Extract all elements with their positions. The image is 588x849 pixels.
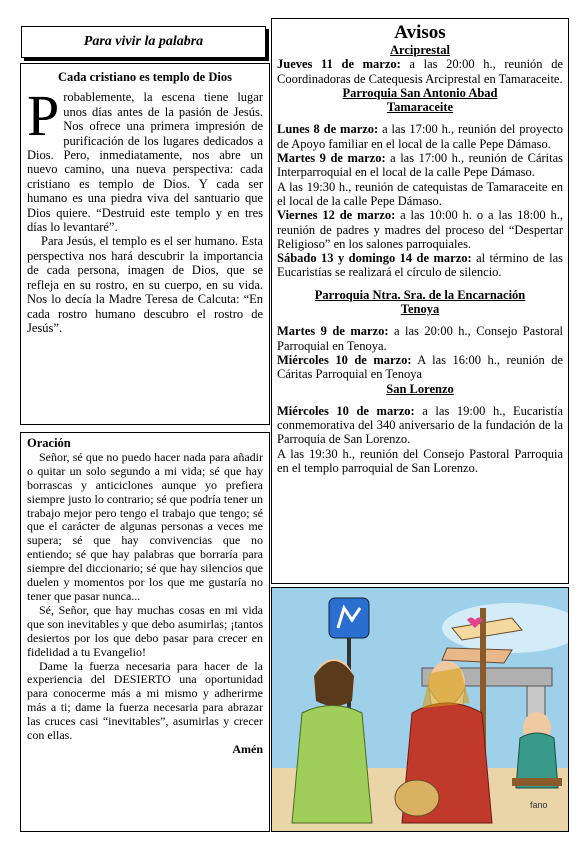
notice-text: al término de las Eucaristías se realizará el círculo de silencio. bbox=[277, 251, 563, 280]
notice-text: a las 19:00 h., Eucaristía conmemorativa del 340 aniversario de la fundación de la Parroquia de San Lorenzo. bbox=[277, 403, 563, 447]
notice-date: Martes 9 de marzo: bbox=[277, 151, 386, 166]
notice-text: A las 16:00 h., reunión de Cáritas Parroquial en Tenoya bbox=[277, 352, 563, 382]
notice-item: A las 19:30 h., reunión de catequistas de Tamaraceite en el local de la calle Pepe Dámaso. bbox=[277, 179, 563, 208]
notice-item: A las 19:30 h., reunión del Consejo Pastoral Parroquia en el templo parroquial de San Lorenzo. bbox=[277, 446, 563, 476]
notice-date: Viernes 12 de marzo: bbox=[277, 208, 396, 223]
notices-section-arciprestal: Arciprestal bbox=[390, 43, 450, 57]
notices-section-encarnacion: Parroquia Ntra. Sra. de la Encarnación bbox=[314, 287, 526, 302]
notice-text: a las 20:00 h., reunión de Coordinadoras de Catequesis Arciprestal en Tamaraceite. bbox=[277, 57, 563, 86]
notice-date: Sábado 13 y domingo 14 de marzo: bbox=[277, 251, 472, 266]
notice-item bbox=[277, 404, 563, 447]
section-title-text: Para vivir la palabra bbox=[83, 34, 204, 49]
notice-item bbox=[277, 251, 563, 280]
notices-section-tamaraceite: Tamaraceite bbox=[386, 100, 454, 115]
notice-item bbox=[277, 151, 563, 180]
notices-section-san-antonio: Parroquia San Antonio Abad bbox=[342, 85, 498, 100]
illustration-signature: fano bbox=[530, 800, 548, 810]
prayer-paragraph-3: Dame la fuerza necesaria para hacer de la experiencia del DESIERTO una oportunidad para conocerme más a mi mismo y adherirme más a ti; dame la fuerza necesaria para abrazar las cruces casi “inevitables”, asumirlas y crecer con ellas. bbox=[27, 658, 263, 743]
article-paragraph-1 bbox=[27, 83, 263, 235]
prayer-paragraph-2: Sé, Señor, que hay muchas cosas en mi vida que son inevitables y que debo asumirlas; ¡tantos desiertos por los que debo pasar para crecer en fidelidad a tu Evangelio! bbox=[27, 602, 263, 659]
notice-item bbox=[277, 208, 563, 251]
section-title bbox=[21, 26, 266, 58]
notice-date: Miércoles 10 de marzo: bbox=[277, 403, 415, 418]
notice-text: a las 20:00 h., Consejo Pastoral Parroquial en Tenoya. bbox=[277, 324, 563, 353]
illustration-svg bbox=[272, 588, 569, 832]
notice-date: Martes 9 de marzo: bbox=[277, 324, 389, 339]
notice-text: a las 17:00 h., reunión de Cáritas Interparroquial en el local de la calle Pepe Dámaso. bbox=[277, 151, 564, 180]
notice-text: a las 17:00 h., reunión del proyecto de Apoyo familiar en el local de la calle Pepe Dámaso. bbox=[277, 122, 564, 151]
notice-item bbox=[277, 324, 563, 353]
article-p1-text: robablemente, la escena tiene lugar unos días antes de la pasión de Jesús. Nos ofrece una primera impresión de purificación de los lugares dedicados a Dios. Pero, inmediatamente, nos abre un nuevo camino, una nueva perspectiva: cada cristiano es templo de Dios. Y cada ser humano es una piedra viva del santuario que Dios quiere. “Destruid este templo y en tres días lo levantaré”. bbox=[27, 90, 263, 235]
notice-date: Lunes 8 de marzo: bbox=[277, 122, 379, 137]
prayer-title: Oración bbox=[27, 436, 71, 450]
article-box bbox=[20, 63, 270, 425]
notice-date: Jueves 11 de marzo: bbox=[277, 57, 401, 72]
prayer-box bbox=[20, 432, 270, 832]
notice-date: Miércoles 10 de marzo: bbox=[277, 352, 412, 367]
notice-item bbox=[277, 57, 563, 86]
illustration-jesus-temple bbox=[271, 587, 569, 832]
prayer-amen: Amén bbox=[232, 741, 263, 756]
drop-cap: P bbox=[27, 83, 60, 149]
article-title: Cada cristiano es templo de Dios bbox=[58, 70, 232, 84]
article-paragraph-2: Para Jesús, el templo es el ser humano. Esta perspectiva nos hará descubrir la importancia de cada persona, imagen de Dios, que se refleja en su rostro, en su cuerpo, en su vida. Nos lo decía la Madre Teresa de Calcuta: “En cada rostro humano descubro el rostro de Jesús”. bbox=[27, 234, 263, 335]
notices-section-san-lorenzo: San Lorenzo bbox=[386, 381, 454, 396]
notices-section-tenoya: Tenoya bbox=[400, 302, 440, 317]
notice-item bbox=[277, 122, 563, 151]
notices-title: Avisos bbox=[394, 22, 446, 43]
notices-box bbox=[271, 18, 569, 584]
notice-item bbox=[277, 353, 563, 382]
notice-text: a las 10:00 h. o a las 18:00 h., reunión de padres y madres del proceso del “Despertar Religioso” en los salones parroquiales. bbox=[277, 208, 563, 251]
prayer-paragraph-1: Señor, sé que no puedo hacer nada para añadir o quitar un solo segundo a mi vida; sé que hay borrascas y anticiclones aunque yo prefiera siempre justo lo contrario; sé que podría tener un trabajo mejor pero tengo el trabajo que tengo; sé que el carácter de algunas personas a veces me supera; sé que hay convivencias que no entiendo; sé que hay palabras que borraría para siempre del diccionario; sé que hay silencios que duelen y momentos por los que me gustaría no tener que pasar nunca... bbox=[27, 449, 263, 603]
